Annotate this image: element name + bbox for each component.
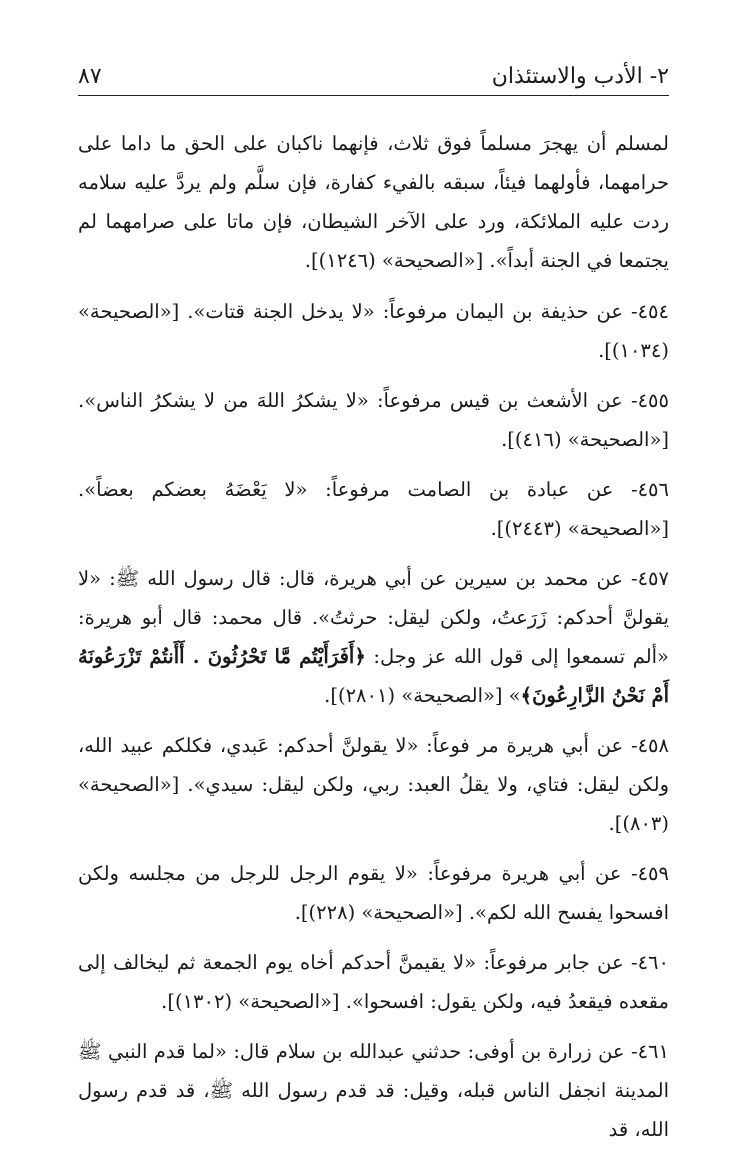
hadith-456: ٤٥٦- عن عبادة بن الصامت مرفوعاً: «لا يَعْضَهُ بعضكم بعضاً». [«الصحيحة» (٢٤٤٣)]. [78,478,669,540]
hadith-459: ٤٥٩- عن أبي هريرة مرفوعاً: «لا يقوم الرجل للرجل من مجلسه ولكن افسحوا يفسح الله لكم». [«الصحيحة» (٢٢٨)]. [78,862,669,924]
hadith-455: ٤٥٥- عن الأشعث بن قيس مرفوعاً: «لا يشكرُ اللهَ من لا يشكرُ الناس». [«الصحيحة» (٤١٦)]. [78,389,669,451]
page-number: ٨٧ [78,64,102,89]
page-header [78,58,669,96]
quran-verse: ﴿أَفَرَأَيْتُم مَّا تَحْرُثُونَ . أَأَنتُمْ تَزْرَعُونَهُ أَمْ نَحْنُ الزَّارِعُونَ﴾ [78,645,669,707]
hadith-457-source: » [«الصحيحة» (٢٨٠١)]. [324,684,521,707]
hadith-457-text: ٤٥٧- عن محمد بن سيرين عن أبي هريرة، قال: قال رسول الله ﷺ: «لا يقولنَّ أحدكم: زَرَعتُ، ولكن ليقل: حرثتُ». قال محمد: قال أبو هريرة: «ألم تسمعوا إلى قول الله عز وجل: [78,567,669,668]
hadith-458: ٤٥٨- عن أبي هريرة مر فوعاً: «لا يقولنَّ أحدكم: عَبدي، فكلكم عبيد الله، ولكن ليقل: فتاي، ولا يقلُ العبد: ربي، ولكن ليقل: سيدي». [«الصحيحة» (٨٠٣)]. [78,734,669,835]
hadith-454: ٤٥٤- عن حذيفة بن اليمان مرفوعاً: «لا يدخل الجنة قتات». [«الصحيحة» (١٠٣٤)]. [78,300,669,362]
page-body [78,124,669,1160]
hadith-460: ٤٦٠- عن جابر مرفوعاً: «لا يقيمنَّ أحدكم أخاه يوم الجمعة ثم ليخالف إلى مقعده فيقعدُ فيه، ولكن يقول: افسحوا». [«الصحيحة» (١٣٠٢)]. [78,951,669,1013]
hadith-461: ٤٦١- عن زرارة بن أوفى: حدثني عبدالله بن سلام قال: «لما قدم النبي ﷺ المدينة انجفل الناس قبله، وقيل: قد قدم رسول الله ﷺ، قد قدم رسول الله، قد [78,1040,669,1141]
hadith-457 [78,559,669,715]
paragraph-continuation: لمسلم أن يهجرَ مسلماً فوق ثلاث، فإنهما ناكبان على الحق ما داما على حرامهما، فأولهما فيئاً، سبقه بالفيء كفارة، فإن سلَّم ولم يردَّ عليه سلامه ردت عليه الملائكة، ورد على الآخر الشيطان، فإن ماتا على صرامهما لم يجتمعا في الجنة أبداً». [«الصحيحة» (١٢٤٦)]. [78,132,669,272]
running-title: ٢- الأدب والاستئذان [491,64,669,89]
